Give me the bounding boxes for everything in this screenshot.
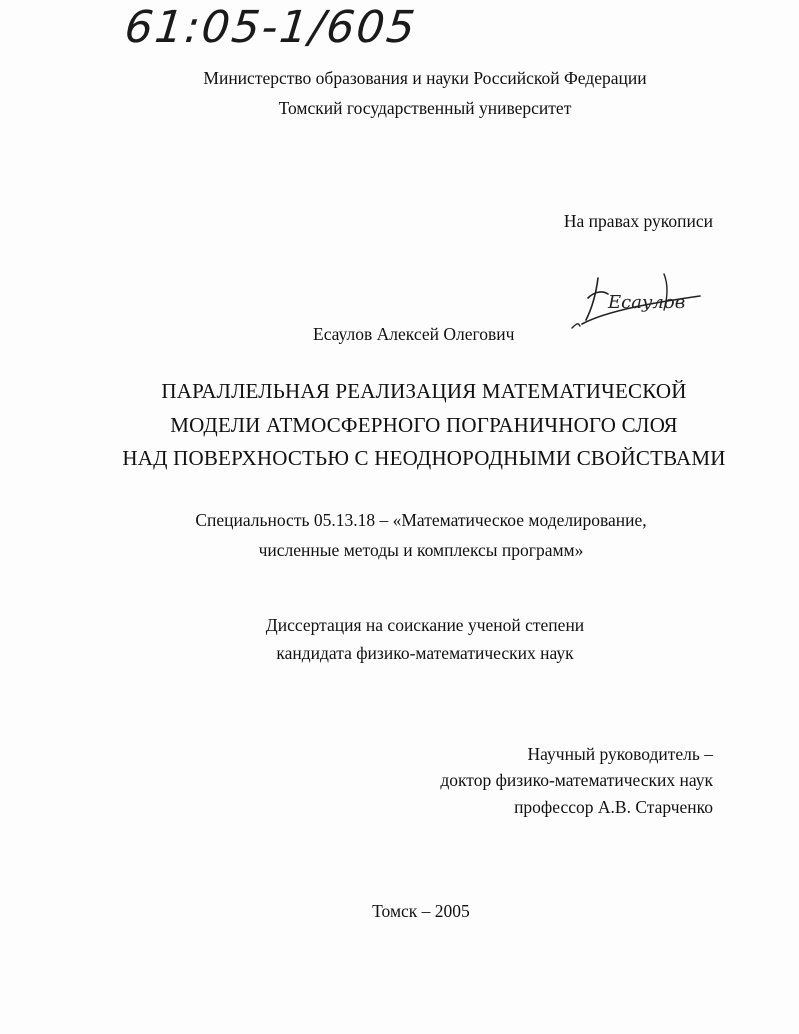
- supervisor-label: Научный руководитель –: [527, 744, 713, 764]
- supervisor-degree: доктор физико-математических наук: [440, 770, 713, 790]
- dissertation-title-line-3: НАД ПОВЕРХНОСТЬЮ С НЕОДНОРОДНЫМИ СВОЙСТВАМИ: [122, 446, 726, 470]
- dissertation-title-line-1: ПАРАЛЛЕЛЬНАЯ РЕАЛИЗАЦИЯ МАТЕМАТИЧЕСКОЙ: [161, 379, 687, 403]
- archive-code: 61:05-1/605: [122, 2, 420, 53]
- degree-line-1: Диссертация на соискание ученой степени: [265, 615, 585, 635]
- author-signature: [568, 266, 708, 336]
- manuscript-rights: На правах рукописи: [563, 211, 713, 231]
- degree-line-2: кандидата физико-математических наук: [276, 643, 574, 663]
- supervisor-name: профессор А.В. Старченко: [514, 797, 713, 817]
- dissertation-title-line-2: МОДЕЛИ АТМОСФЕРНОГО ПОГРАНИЧНОГО СЛОЯ: [170, 413, 678, 437]
- signature-lettering: Есаулов: [608, 292, 686, 313]
- specialty-line-1: Специальность 05.13.18 – «Математическое моделирование,: [195, 510, 647, 530]
- author-name: Есаулов Алексей Олегович: [313, 324, 515, 344]
- place-and-year: Томск – 2005: [372, 901, 470, 921]
- university-name: Томский государственный университет: [278, 98, 572, 118]
- specialty-line-2: численные методы и комплексы программ»: [258, 540, 584, 560]
- ministry-name: Министерство образования и науки Российской Федерации: [203, 68, 647, 88]
